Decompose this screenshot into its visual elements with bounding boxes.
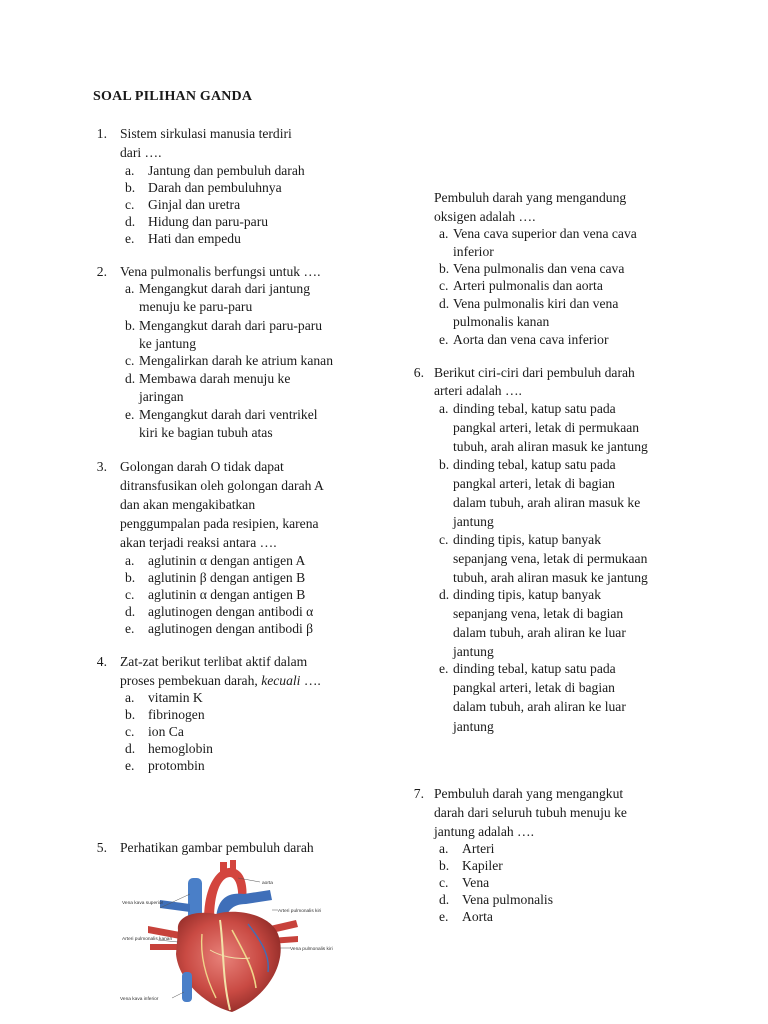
question-1-option-c-letter: c. bbox=[125, 197, 135, 212]
question-6-option-b-line: jantung bbox=[453, 514, 494, 529]
question-7-option-a: Arteri bbox=[462, 841, 495, 856]
question-6-option-a-letter: a. bbox=[439, 401, 449, 416]
question-3-option-e: aglutinogen dengan antibodi β bbox=[148, 621, 314, 636]
question-3-stem-line: akan terjadi reaksi antara …. bbox=[120, 535, 277, 550]
question-6-stem-line: Berikut ciri-ciri dari pembuluh darah bbox=[434, 365, 635, 380]
question-2-option-b-line: Mengangkut darah dari paru-paru bbox=[139, 318, 323, 333]
figure-label-arteri-pulmonalis-kiri: Arteri pulmonalis kiri bbox=[278, 909, 322, 914]
question-6-option-c-line: tubuh, arah aliran masuk ke jantung bbox=[453, 570, 648, 585]
question-6-option-e-line: jantung bbox=[453, 719, 494, 734]
question-7-option-b-letter: b. bbox=[439, 858, 450, 873]
question-3-option-b: aglutinin β dengan antigen B bbox=[148, 570, 306, 585]
heart-illustration bbox=[148, 860, 298, 1012]
question-5-continuation-line: oksigen adalah …. bbox=[434, 209, 536, 224]
question-2-option-d-line: Membawa darah menuju ke bbox=[139, 371, 291, 386]
question-2-option-b-line: ke jantung bbox=[139, 336, 197, 351]
question-4-option-b: fibrinogen bbox=[148, 707, 205, 722]
question-1-number: 1. bbox=[96, 126, 107, 141]
question-1-option-c: Ginjal dan uretra bbox=[148, 197, 241, 212]
question-4-stem-line bbox=[120, 672, 321, 689]
question-4-stem-line: Zat-zat berikut terlibat aktif dalam bbox=[120, 654, 308, 669]
question-6-number: 6. bbox=[413, 365, 424, 380]
question-6-option-d-line: dinding tipis, katup banyak bbox=[453, 587, 602, 602]
question-6-option-d-line: jantung bbox=[453, 644, 494, 659]
question-5-option-c-line: Arteri pulmonalis dan aorta bbox=[453, 278, 603, 293]
question-6-option-c-letter: c. bbox=[439, 532, 449, 547]
question-2-option-c-line: Mengalirkan darah ke atrium kanan bbox=[139, 353, 334, 368]
question-2-option-d-line: jaringan bbox=[139, 389, 184, 404]
question-6-stem-line: arteri adalah …. bbox=[434, 383, 522, 398]
question-4-option-a-letter: a. bbox=[125, 690, 135, 705]
question-4-stem-emphasis: kecuali bbox=[261, 673, 301, 688]
question-3-option-a: aglutinin α dengan antigen A bbox=[148, 553, 306, 568]
question-5-continuation-line: Pembuluh darah yang mengandung bbox=[434, 190, 627, 205]
question-6-option-b-letter: b. bbox=[439, 457, 450, 472]
question-5-option-d-line: pulmonalis kanan bbox=[453, 314, 550, 329]
question-2-option-e-letter: e. bbox=[125, 407, 135, 422]
question-3-option-a-letter: a. bbox=[125, 553, 135, 568]
question-5-option-e-letter: e. bbox=[439, 332, 449, 347]
question-4-option-d-letter: d. bbox=[125, 741, 136, 756]
question-1-option-e: Hati dan empedu bbox=[148, 231, 241, 246]
question-2-option-e-line: Mengangkut darah dari ventrikel bbox=[139, 407, 318, 422]
question-2-option-a-line: menuju ke paru-paru bbox=[139, 299, 253, 314]
question-3-option-d-letter: d. bbox=[125, 604, 136, 619]
question-3-number: 3. bbox=[96, 459, 107, 474]
heart-vessels-figure bbox=[120, 860, 350, 1024]
question-1-option-d-letter: d. bbox=[125, 214, 136, 229]
question-6-option-d-letter: d. bbox=[439, 587, 450, 602]
question-6-option-e-line: dinding tebal, katup satu pada bbox=[453, 661, 616, 676]
question-6-option-a-line: dinding tebal, katup satu pada bbox=[453, 401, 616, 416]
question-6-option-d-line: sepanjang vena, letak di bagian bbox=[453, 606, 624, 621]
question-4-option-b-letter: b. bbox=[125, 707, 136, 722]
question-5-option-a-line: inferior bbox=[453, 244, 494, 259]
question-5-stem-line: Perhatikan gambar pembuluh darah bbox=[120, 840, 314, 855]
question-1-option-a-letter: a. bbox=[125, 163, 135, 178]
question-3-option-e-letter: e. bbox=[125, 621, 135, 636]
question-2-option-a-letter: a. bbox=[125, 281, 135, 296]
question-4-option-c: ion Ca bbox=[148, 724, 184, 739]
question-2-option-e-line: kiri ke bagian tubuh atas bbox=[139, 425, 273, 440]
question-3-stem-line: penggumpalan pada resipien, karena bbox=[120, 516, 319, 531]
question-2-option-c-letter: c. bbox=[125, 353, 135, 368]
question-3-option-b-letter: b. bbox=[125, 570, 136, 585]
question-5-option-c-letter: c. bbox=[439, 278, 449, 293]
question-7-number: 7. bbox=[413, 786, 424, 801]
question-4-stem-prefix: proses pembekuan darah, bbox=[120, 673, 262, 688]
question-6-option-b-line: dinding tebal, katup satu pada bbox=[453, 457, 616, 472]
question-1-option-e-letter: e. bbox=[125, 231, 135, 246]
question-2-option-a-line: Mengangkut darah dari jantung bbox=[139, 281, 311, 296]
question-5-option-a-letter: a. bbox=[439, 226, 449, 241]
figure-label-vena-pulmonalis-kiri: Vena pulmonalis kiri bbox=[290, 947, 333, 952]
question-6-option-b-line: dalam tubuh, arah aliran masuk ke bbox=[453, 495, 641, 510]
question-1-stem-line: Sistem sirkulasi manusia terdiri bbox=[120, 126, 292, 141]
question-7-option-d-letter: d. bbox=[439, 892, 450, 907]
question-4-number: 4. bbox=[96, 654, 107, 669]
question-3-stem-line: Golongan darah O tidak dapat bbox=[120, 459, 284, 474]
question-5-number: 5. bbox=[96, 840, 107, 855]
question-2-option-d-letter: d. bbox=[125, 371, 136, 386]
question-1-option-b: Darah dan pembuluhnya bbox=[148, 180, 282, 195]
question-6-option-e-line: dalam tubuh, arah aliran ke luar bbox=[453, 699, 626, 714]
question-4-stem-suffix: …. bbox=[300, 673, 321, 688]
page-title: SOAL PILIHAN GANDA bbox=[93, 89, 253, 104]
question-7-stem-line: Pembuluh darah yang mengangkut bbox=[434, 786, 624, 801]
question-6-option-e-line: pangkal arteri, letak di bagian bbox=[453, 680, 615, 695]
question-5-option-a-line: Vena cava superior dan vena cava bbox=[453, 226, 637, 241]
question-7-stem-line: darah dari seluruh tubuh menuju ke bbox=[434, 805, 627, 820]
question-3-option-d: aglutinogen dengan antibodi α bbox=[148, 604, 314, 619]
question-2-option-b-letter: b. bbox=[125, 318, 136, 333]
question-7-stem-line: jantung adalah …. bbox=[434, 824, 535, 839]
figure-label-arteri-pulmonalis-kanan: Arteri pulmonalis kanan bbox=[122, 937, 173, 942]
question-6-option-a-line: pangkal arteri, letak di permukaan bbox=[453, 420, 640, 435]
question-4-option-e: protombin bbox=[148, 758, 205, 773]
question-7-option-a-letter: a. bbox=[439, 841, 449, 856]
question-5-option-b-line: Vena pulmonalis dan vena cava bbox=[453, 261, 625, 276]
question-6-option-b-line: pangkal arteri, letak di bagian bbox=[453, 476, 615, 491]
figure-label-vena-kava-superior: Vena kava superior bbox=[122, 901, 164, 906]
question-6-option-a-line: tubuh, arah aliran masuk ke jantung bbox=[453, 439, 648, 454]
question-6-option-d-line: dalam tubuh, arah aliran ke luar bbox=[453, 625, 626, 640]
question-7-option-d: Vena pulmonalis bbox=[462, 892, 553, 907]
question-2-number: 2. bbox=[96, 264, 107, 279]
question-3-stem-line: ditransfusikan oleh golongan darah A bbox=[120, 478, 324, 493]
question-1-option-a: Jantung dan pembuluh darah bbox=[148, 163, 305, 178]
question-4-option-c-letter: c. bbox=[125, 724, 135, 739]
question-1-stem-line: dari …. bbox=[120, 145, 162, 160]
question-1-option-b-letter: b. bbox=[125, 180, 136, 195]
question-2-stem-line: Vena pulmonalis berfungsi untuk …. bbox=[120, 264, 321, 279]
question-4-option-a: vitamin K bbox=[148, 690, 203, 705]
question-5-option-b-letter: b. bbox=[439, 261, 450, 276]
question-4-option-d: hemoglobin bbox=[148, 741, 213, 756]
question-6-option-c-line: dinding tipis, katup banyak bbox=[453, 532, 602, 547]
question-3-option-c-letter: c. bbox=[125, 587, 135, 602]
question-6-option-e-letter: e. bbox=[439, 661, 449, 676]
question-7-option-e-letter: e. bbox=[439, 909, 449, 924]
question-5-option-e-line: Aorta dan vena cava inferior bbox=[453, 332, 609, 347]
figure-label-vena-kava-inferior: Vena kava inferior bbox=[120, 997, 159, 1002]
question-1-option-d: Hidung dan paru-paru bbox=[148, 214, 269, 229]
question-5-option-d-letter: d. bbox=[439, 296, 450, 311]
question-7-option-b: Kapiler bbox=[462, 858, 503, 873]
question-5-option-d-line: Vena pulmonalis kiri dan vena bbox=[453, 296, 619, 311]
question-3-stem-line: dan akan mengakibatkan bbox=[120, 497, 256, 512]
question-3-option-c: aglutinin α dengan antigen B bbox=[148, 587, 306, 602]
figure-label-aorta: aorta bbox=[262, 881, 273, 886]
question-6-option-c-line: sepanjang vena, letak di permukaan bbox=[453, 551, 648, 566]
question-7-option-e: Aorta bbox=[462, 909, 493, 924]
question-7-option-c-letter: c. bbox=[439, 875, 449, 890]
question-7-option-c: Vena bbox=[462, 875, 490, 890]
question-4-option-e-letter: e. bbox=[125, 758, 135, 773]
